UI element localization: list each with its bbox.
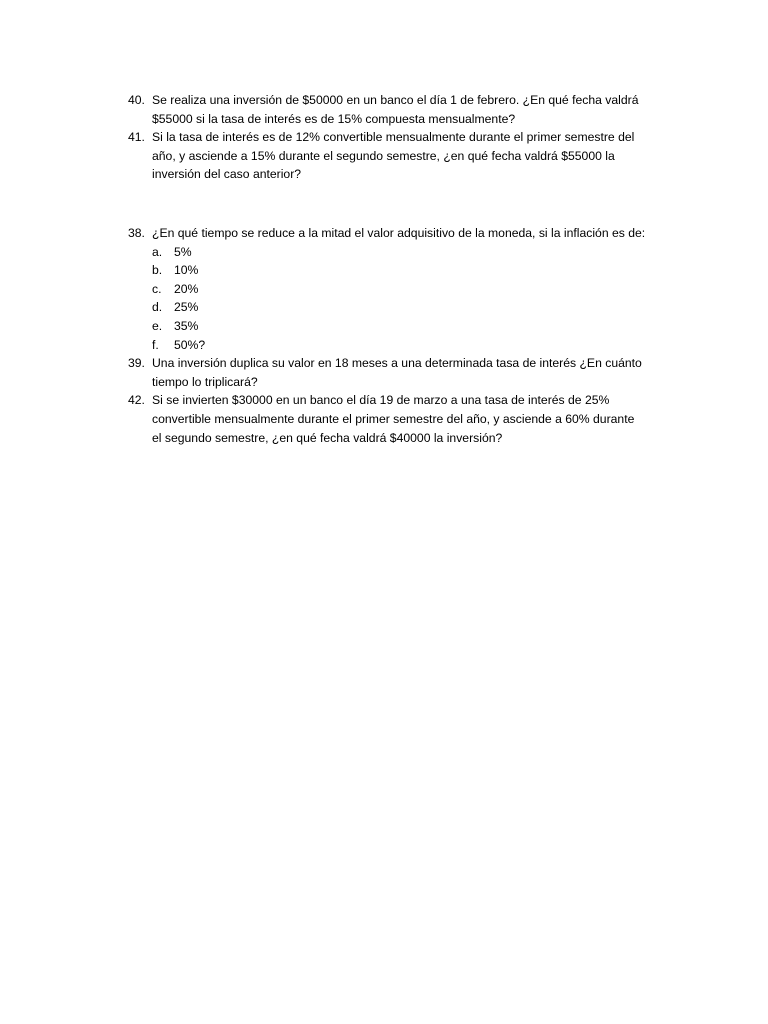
option-text: 20%	[174, 281, 199, 296]
option-text: 35%	[174, 318, 199, 333]
option-a	[152, 243, 668, 262]
question-40	[128, 91, 668, 128]
question-line: el segundo semestre, ¿en qué fecha valdrá $40000 la inversión?	[152, 430, 503, 445]
question-number: 42.	[128, 393, 145, 408]
question-line: Una inversión duplica su valor en 18 meses a una determinada tasa de interés ¿En cuánto	[152, 356, 642, 371]
option-letter: d.	[152, 300, 163, 315]
question-text	[152, 354, 668, 391]
question-line: ¿En qué tiempo se reduce a la mitad el valor adquisitivo de la moneda, si la inflación es de:	[152, 226, 646, 240]
question-block-top	[128, 91, 668, 184]
question-number: 38.	[128, 226, 145, 240]
option-d	[152, 298, 668, 317]
question-line: Si se invierten $30000 en un banco el día 19 de marzo a una tasa de interés de 25%	[152, 393, 610, 408]
option-f	[152, 336, 668, 355]
option-c	[152, 280, 668, 299]
question-38	[128, 224, 668, 243]
option-text: 50%?	[174, 337, 206, 352]
question-number: 39.	[128, 356, 145, 371]
question-41	[128, 128, 668, 184]
question-39	[128, 354, 668, 391]
question-number: 40.	[128, 93, 145, 107]
question-line: tiempo lo triplicará?	[152, 374, 258, 389]
option-text: 10%	[174, 263, 199, 278]
question-text	[152, 91, 668, 128]
question-text	[152, 224, 668, 243]
option-letter: a.	[152, 244, 163, 259]
question-line: Se realiza una inversión de $50000 en un banco el día 1 de febrero. ¿En qué fecha valdrá	[152, 93, 639, 107]
option-text: 25%	[174, 300, 199, 315]
question-text	[152, 128, 668, 184]
question-text	[152, 391, 668, 447]
question-line: convertible mensualmente durante el primer semestre del año, y asciende a 60% durante	[152, 411, 635, 426]
option-letter: e.	[152, 318, 163, 333]
question-line: inversión del caso anterior?	[152, 167, 302, 182]
question-42	[128, 391, 668, 447]
question-number: 41.	[128, 130, 145, 145]
question-line: año, y asciende a 15% durante el segundo semestre, ¿en qué fecha valdrá $55000 la	[152, 148, 615, 163]
question-block-bottom	[128, 224, 668, 447]
option-text: 5%	[174, 244, 192, 259]
question-line: Si la tasa de interés es de 12% convertible mensualmente durante el primer semestre del	[152, 130, 635, 145]
option-letter: b.	[152, 263, 163, 278]
question-line: $55000 si la tasa de interés es de 15% compuesta mensualmente?	[152, 111, 516, 126]
option-e	[152, 317, 668, 336]
option-letter: c.	[152, 281, 162, 296]
option-letter: f.	[152, 337, 159, 352]
option-b	[152, 261, 668, 280]
